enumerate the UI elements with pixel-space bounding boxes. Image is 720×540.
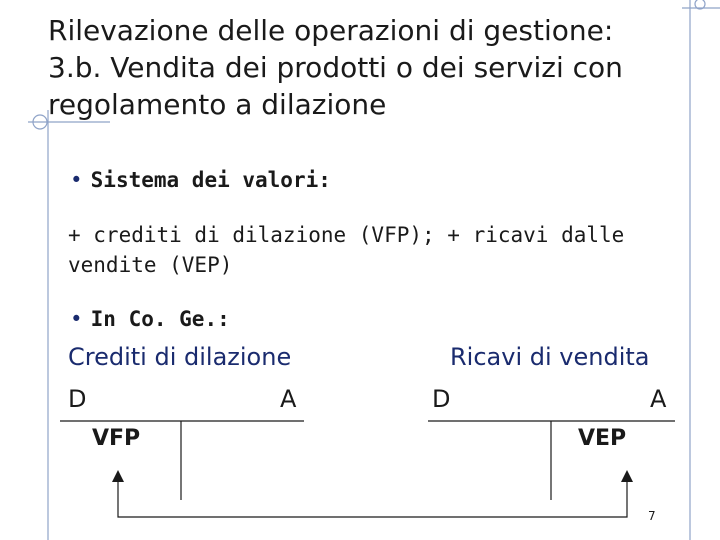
- bullet-label: Sistema dei valori:: [90, 168, 331, 192]
- title-line-1: Rilevazione delle operazioni di gestione:: [48, 14, 614, 47]
- bullet-dot-icon: •: [70, 168, 83, 192]
- account-title-ricavi: Ricavi di vendita: [450, 343, 650, 371]
- bullet-dot-icon: •: [70, 307, 83, 331]
- valori-description: + crediti di dilazione (VFP); + ricavi dalle vendite (VEP): [68, 223, 625, 277]
- title-line-3: regolamento a dilazione: [48, 88, 387, 121]
- account-entry-vep: VEP: [578, 426, 627, 451]
- arrow-up-right-icon: [621, 470, 633, 482]
- account-entry-vfp: VFP: [92, 426, 141, 451]
- page-number: 7: [648, 509, 656, 523]
- account-credit-label: A: [280, 385, 297, 413]
- account-debit-label: D: [432, 385, 451, 413]
- bullet-label: In Co. Ge.:: [90, 307, 230, 331]
- title-line-2: 3.b. Vendita dei prodotti o dei servizi con: [48, 51, 623, 84]
- account-credit-label: A: [650, 385, 667, 413]
- arrow-up-left-icon: [112, 470, 124, 482]
- account-title-crediti: Crediti di dilazione: [68, 343, 292, 371]
- account-debit-label: D: [68, 385, 87, 413]
